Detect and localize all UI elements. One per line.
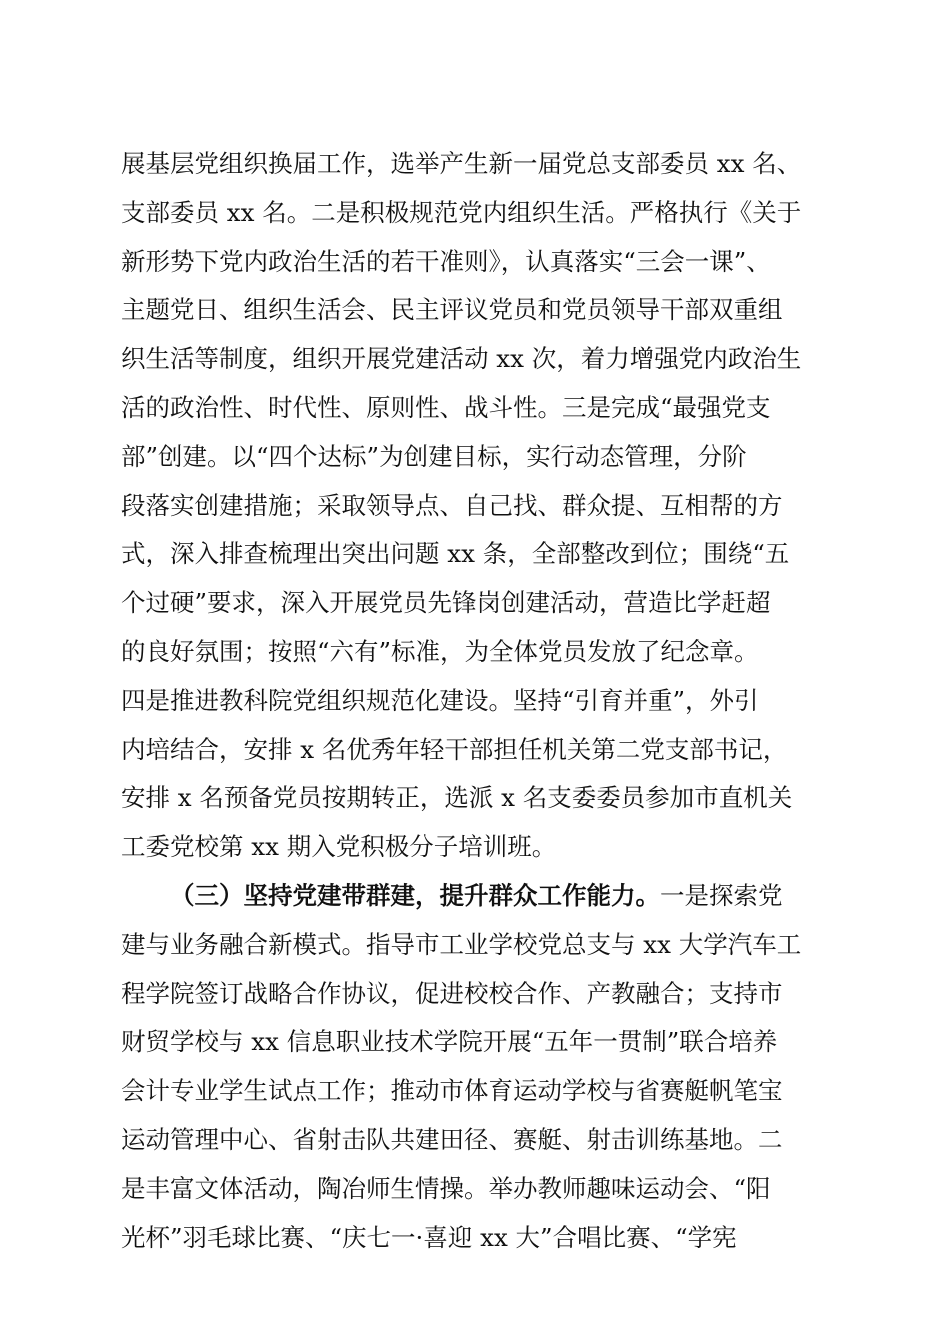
paragraph-2 xyxy=(121,872,841,1262)
text-line: 工委党校第 xx 期入党积极分子培训班。 xyxy=(121,832,557,862)
text-line: 展基层党组织换届工作，选举产生新一届党总支部委员 xx 名、 xyxy=(121,149,802,178)
section-heading: （三）坚持党建带群建，提升群众工作能力。 xyxy=(170,880,660,910)
text-line: 式，深入排查梳理出突出问题 xx 条，全部整改到位；围绕“五 xyxy=(121,539,790,569)
text-line: 财贸学校与 xx 信息职业技术学院开展“五年一贯制”联合培养 xyxy=(121,1027,778,1057)
text-line: 段落实创建措施；采取领导点、自己找、群众提、互相帮的方 xyxy=(121,490,783,520)
text-line: 四是推进教科院党组织规范化建设。坚持“引育并重”，外引 xyxy=(121,685,759,715)
text-line: 运动管理中心、省射击队共建田径、赛艇、射击训练基地。二 xyxy=(121,1124,783,1154)
text-line: 主题党日、组织生活会、民主评议党员和党员领导干部双重组 xyxy=(121,295,783,325)
text-line: 内培结合，安排 x 名优秀年轻干部担任机关第二党支部书记， xyxy=(121,734,788,764)
text-line: 建与业务融合新模式。指导市工业学校党总支与 xx 大学汽车工 xyxy=(121,929,802,959)
paragraph-first-line xyxy=(121,872,841,921)
text-line: 活的政治性、时代性、原则性、战斗性。三是完成“最强党支 xyxy=(121,392,771,422)
text-line: 会计专业学生试点工作；推动市体育运动学校与省赛艇帆笔宝 xyxy=(121,1076,783,1106)
text-line: 的良好氛围；按照“六有”标准，为全体党员发放了纪念章。 xyxy=(121,636,759,666)
paragraph-1 xyxy=(121,140,841,872)
heading-line-rest: 一是探索党 xyxy=(660,880,783,910)
text-line: 新形势下党内政治生活的若干准则》，认真落实“三会一课”、 xyxy=(121,246,771,276)
text-line: 支部委员 xx 名。二是积极规范党内组织生活。严格执行《关于 xyxy=(121,197,802,227)
document-body xyxy=(121,140,841,1262)
text-line: 程学院签订战略合作协议，促进校校合作、产教融合；支持市 xyxy=(121,978,783,1008)
text-line: 是丰富文体活动，陶冶师生情操。举办教师趣味运动会、“阳 xyxy=(121,1173,771,1203)
text-line: 织生活等制度，组织开展党建活动 xx 次，着力增强党内政治生 xyxy=(121,344,802,374)
text-line: 安排 x 名预备党员按期转正，选派 x 名支委委员参加市直机关 xyxy=(121,783,793,813)
text-line: 个过硬”要求，深入开展党员先锋岗创建活动，营造比学赶超 xyxy=(121,588,771,618)
text-line: 光杯”羽毛球比赛、“庆七一·喜迎 xx 大”合唱比赛、“学宪 xyxy=(121,1222,737,1252)
text-line: 部”创建。以“四个达标”为创建目标，实行动态管理，分阶 xyxy=(121,441,747,471)
